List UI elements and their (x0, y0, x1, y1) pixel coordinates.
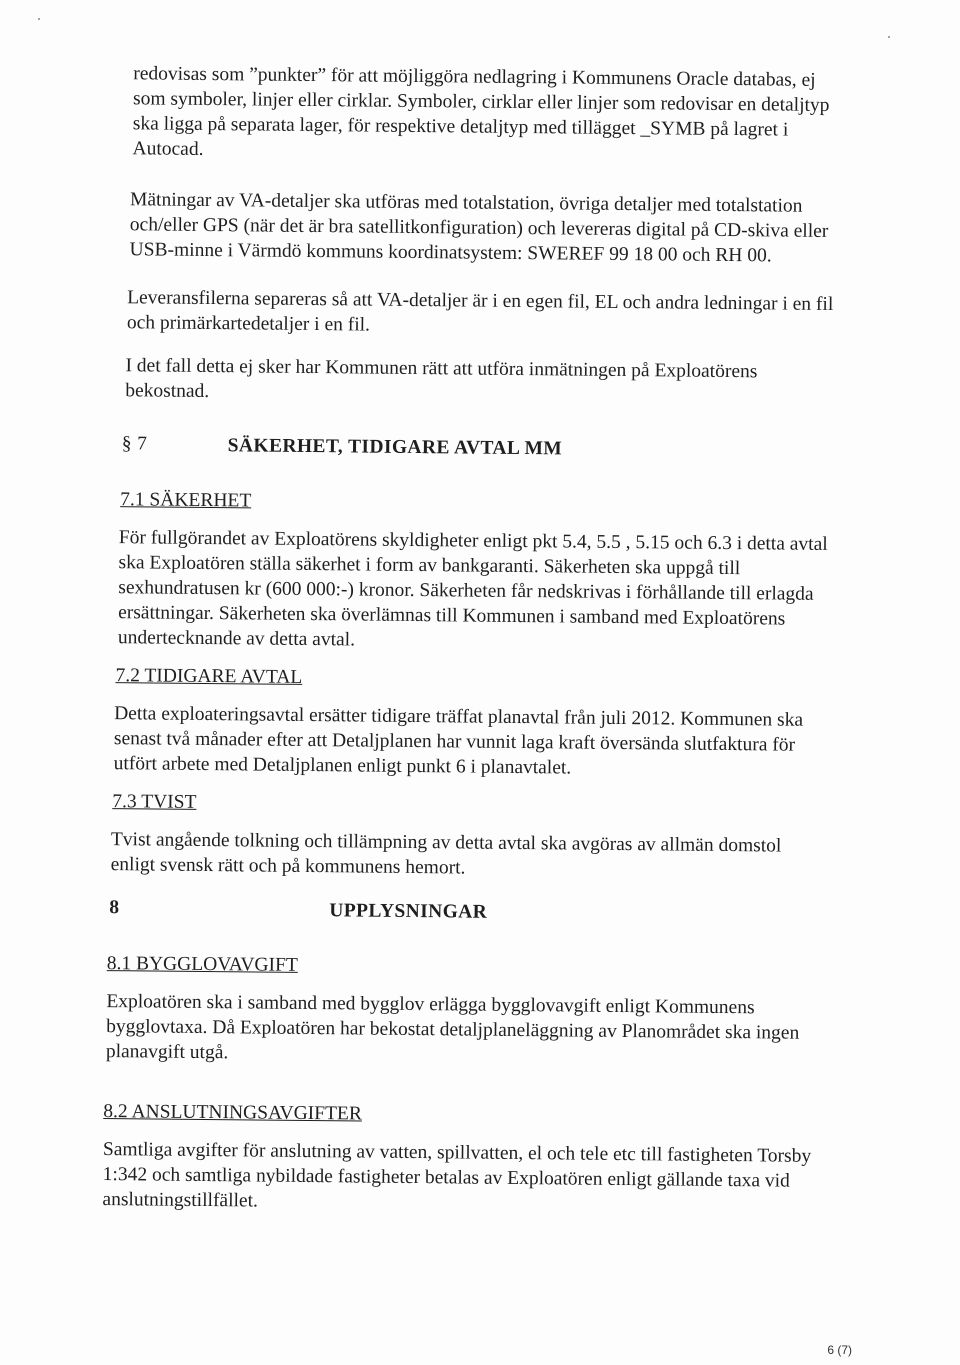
paragraph-surveying-cost (125, 353, 757, 409)
text-line: Exploatören ska i samband med bygglov erlägga bygglovavgift enligt Kommunens (106, 991, 755, 1019)
text-line: enligt svensk rätt och på kommunens hemort. (110, 854, 466, 879)
text-line: redovisas som ”punkter” för att möjliggöra nedlagring i Kommunens Oracle databas, ej (133, 63, 816, 91)
text-line: 1:342 och samtliga nybildade fastigheter betalas av Exploatören enligt gällande taxa vid (102, 1164, 790, 1192)
text-line: För fullgörandet av Exploatörens skyldigheter enligt pkt 5.4, 5.5 , 5.15 och 6.3 i detta avtal (118, 527, 828, 555)
paragraph-building-permit-fee (106, 989, 800, 1071)
text-line: bekostnad. (125, 380, 210, 403)
text-line: Detta exploateringsavtal ersätter tidigare träffat planavtal från juli 2012. Kommunen ska (114, 703, 804, 731)
text-line: som symboler, linjer eller cirklar. Symboler, cirklar eller linjer som redovisar en detaljtyp (132, 88, 830, 116)
text-line: bygglovtaxa. Då Exploatören har bekostat detaljplaneläggning av Planområdet ska ingen (106, 1016, 800, 1044)
scan-speck (888, 36, 890, 38)
text-line: Mätningar av VA-detaljer ska utföras med totalstation, övriga detaljer med totalstation (129, 189, 803, 217)
paragraph-measurements (129, 187, 828, 269)
text-line: I det fall detta ej sker har Kommunen rätt att utföra inmätningen på Exploatörens (125, 355, 758, 383)
text-line: och/eller GPS (när det är bra satellitkonfiguration) och levereras digital på CD-skiva eller (129, 214, 829, 242)
text-line: planavgift utgå. (105, 1041, 229, 1064)
text-line: anslutningstillfället. (102, 1189, 259, 1212)
text-line: Leveransfilerna separeras så att VA-detaljer är i en egen fil, EL och andra ledningar i en fil (127, 287, 834, 316)
paragraph-security (118, 525, 828, 657)
section-7-title: SÄKERHET, TIDIGARE AVTAL MM (227, 435, 563, 460)
subsection-7-1-heading: 7.1 SÄKERHET (120, 489, 252, 512)
section-8-title: UPPLYSNINGAR (329, 900, 488, 923)
text-line: ersättningar. Säkerheten ska överlämnas till Kommunen i samband med Exploatörens (118, 602, 786, 630)
paragraph-delivery-files (127, 285, 834, 342)
section-8-number: 8 (109, 897, 120, 919)
text-line: ska Exploatören ställa säkerhet i form av bankgaranti. Säkerheten ska uppgå till (118, 552, 741, 580)
text-line: senast två månader efter att Detaljplanen har vunnit laga kraft översända slutfaktura för (113, 728, 796, 756)
subsection-7-2-heading: 7.2 TIDIGARE AVTAL (115, 665, 303, 688)
paragraph-dispute (111, 827, 782, 883)
section-7-number: § 7 (121, 433, 148, 455)
text-line: och primärkartedetaljer i en fil. (126, 312, 371, 336)
page-number: 6 (7) (827, 1343, 852, 1357)
text-line: sexhundratusen kr (600 000:-) kronor. Säkerheten får nedskrivas i förhållande till erlagda (118, 577, 814, 605)
text-line: ska ligga på separata lager, för respektive detaljtyp med tillägget _SYMB på lagret i (132, 113, 789, 141)
paragraph-connection-fees (102, 1137, 811, 1219)
paragraph-earlier-agreement (114, 701, 804, 783)
subsection-8-2-heading: 8.2 ANSLUTNINGSAVGIFTER (103, 1101, 363, 1125)
text-line: Samtliga avgifter för anslutning av vatten, spillvatten, el och tele etc till fastigheten Torsby (102, 1139, 812, 1167)
subsection-8-1-heading: 8.1 BYGGLOVAVGIFT (106, 953, 298, 976)
paragraph-cad-layers (132, 61, 829, 168)
text-line: Autocad. (132, 138, 204, 160)
text-line: USB-minne i Värmdö kommuns koordinatsystem: SWEREF 99 18 00 och RH 00. (129, 239, 772, 267)
subsection-7-3-heading: 7.3 TVIST (112, 791, 197, 813)
text-line: utfört arbete med Detaljplanen enligt punkt 6 i planavtalet. (113, 753, 572, 779)
scan-speck (38, 18, 40, 20)
text-line: undertecknande av detta avtal. (117, 627, 356, 651)
text-line: Tvist angående tolkning och tillämpning av detta avtal ska avgöras av allmän domstol (110, 829, 782, 857)
